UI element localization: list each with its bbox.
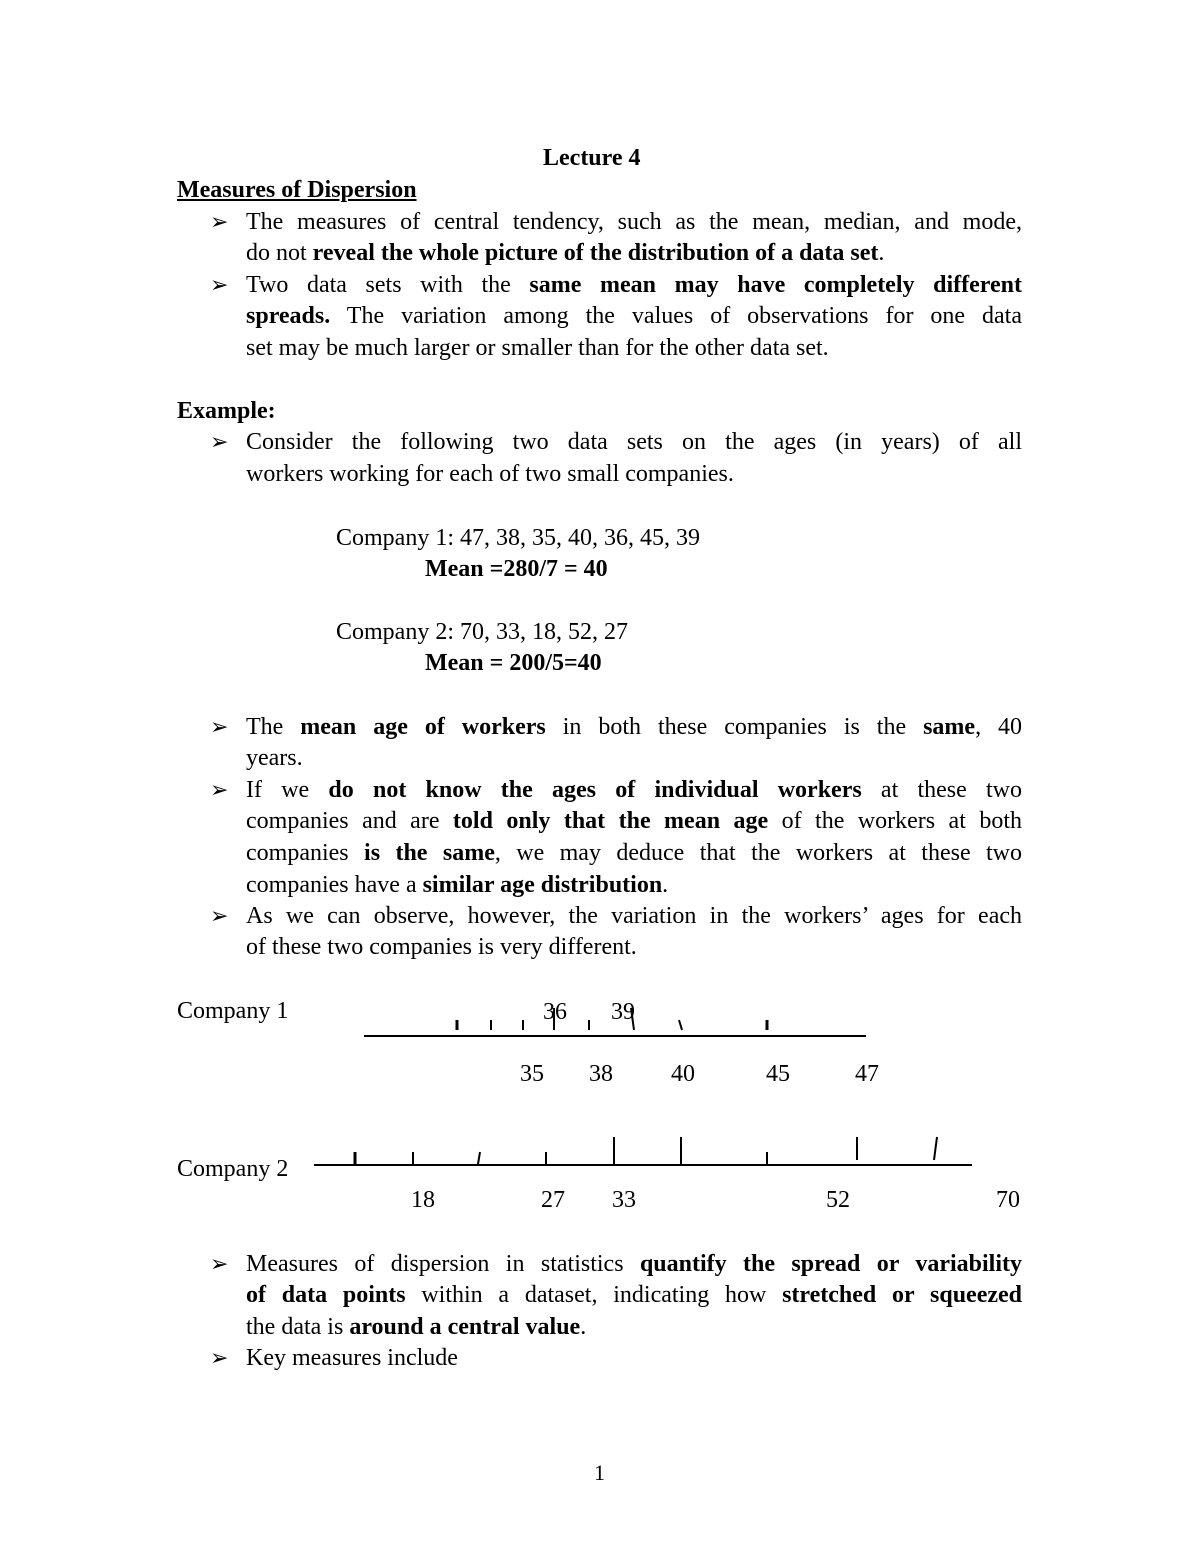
intro-bullet-1-line-2: do not reveal the whole picture of the distribution of a data set. bbox=[246, 240, 885, 266]
company1-lower-label: 38 bbox=[589, 1061, 613, 1087]
diagram-company1-label: Company 1 bbox=[177, 998, 289, 1024]
company2-lower-label: 52 bbox=[826, 1187, 850, 1213]
company2-data: Company 2: 70, 33, 18, 52, 27 bbox=[336, 619, 628, 645]
company2-lower-label: 18 bbox=[411, 1187, 435, 1213]
end-bullet-1-line-3: the data is around a central value. bbox=[246, 1314, 587, 1340]
example-bullet-line-2: workers working for each of two small companies. bbox=[246, 461, 734, 487]
mid-bullet-1-line-2: years. bbox=[246, 745, 303, 771]
mid-bullet-2-line-3: companies is the same, we may deduce that the workers at these two bbox=[246, 840, 1022, 866]
bullet-arrow-icon: ➢ bbox=[210, 904, 229, 929]
mid-bullet-1-line-1: The mean age of workers in both these companies is the same, 40 bbox=[246, 714, 1023, 740]
diagram-company2-label: Company 2 bbox=[177, 1156, 289, 1182]
mid-bullet-2-line-4: companies have a similar age distribution. bbox=[246, 872, 669, 898]
company2-tick bbox=[934, 1137, 937, 1160]
bullet-arrow-icon: ➢ bbox=[210, 430, 229, 455]
example-bullet-line-1: Consider the following two data sets on the ages (in years) of all bbox=[246, 429, 1022, 455]
company2-tick bbox=[478, 1152, 480, 1164]
company1-tick bbox=[679, 1020, 682, 1030]
intro-bullet-2-line-3: set may be much larger or smaller than for the other data set. bbox=[246, 335, 829, 361]
mid-bullet-2-line-2: companies and are told only that the mean age of the workers at both bbox=[246, 808, 1022, 834]
end-bullet-1-line-1: Measures of dispersion in statistics quantify the spread or variability bbox=[246, 1251, 1022, 1277]
intro-bullet-2-line-2: spreads. The variation among the values of observations for one data bbox=[246, 303, 1022, 329]
page-number: 1 bbox=[594, 1460, 605, 1485]
section-heading: Measures of Dispersion bbox=[177, 177, 417, 203]
company2-lower-label: 33 bbox=[612, 1187, 636, 1213]
end-bullet-1-line-2: of data points within a dataset, indicating how stretched or squeezed bbox=[246, 1282, 1023, 1308]
bullet-arrow-icon: ➢ bbox=[210, 1252, 229, 1277]
bullet-arrow-icon: ➢ bbox=[210, 210, 229, 235]
mid-bullet-2-line-1: If we do not know the ages of individual workers at these two bbox=[246, 777, 1023, 803]
company1-lower-label: 47 bbox=[855, 1061, 879, 1087]
bullet-arrow-icon: ➢ bbox=[210, 778, 229, 803]
company1-data: Company 1: 47, 38, 35, 40, 36, 45, 39 bbox=[336, 525, 700, 551]
bullet-arrow-icon: ➢ bbox=[210, 715, 229, 740]
company2-lower-label: 27 bbox=[541, 1187, 565, 1213]
bullet-arrow-icon: ➢ bbox=[210, 273, 229, 298]
bullet-arrow-icon: ➢ bbox=[210, 1346, 229, 1371]
company2-lower-label: 70 bbox=[996, 1187, 1020, 1213]
end-bullet-2-line-1: Key measures include bbox=[246, 1345, 458, 1371]
company2-mean: Mean = 200/5=40 bbox=[425, 650, 602, 676]
page-title: Lecture 4 bbox=[543, 145, 641, 171]
example-heading: Example: bbox=[177, 398, 276, 424]
company1-mean: Mean =280/7 = 40 bbox=[425, 556, 608, 582]
intro-bullet-1-line-1: The measures of central tendency, such as the mean, median, and mode, bbox=[246, 209, 1022, 235]
company1-lower-label: 40 bbox=[671, 1061, 695, 1087]
company1-lower-label: 45 bbox=[766, 1061, 790, 1087]
intro-bullet-2-line-1: Two data sets with the same mean may have completely different bbox=[246, 272, 1022, 298]
mid-bullet-3-line-1: As we can observe, however, the variation in the workers’ ages for each bbox=[246, 903, 1022, 929]
company1-upper-label: 36 bbox=[543, 999, 567, 1025]
company1-upper-label: 39 bbox=[611, 999, 635, 1025]
company1-lower-label: 35 bbox=[520, 1061, 544, 1087]
mid-bullet-3-line-2: of these two companies is very different. bbox=[246, 934, 637, 960]
